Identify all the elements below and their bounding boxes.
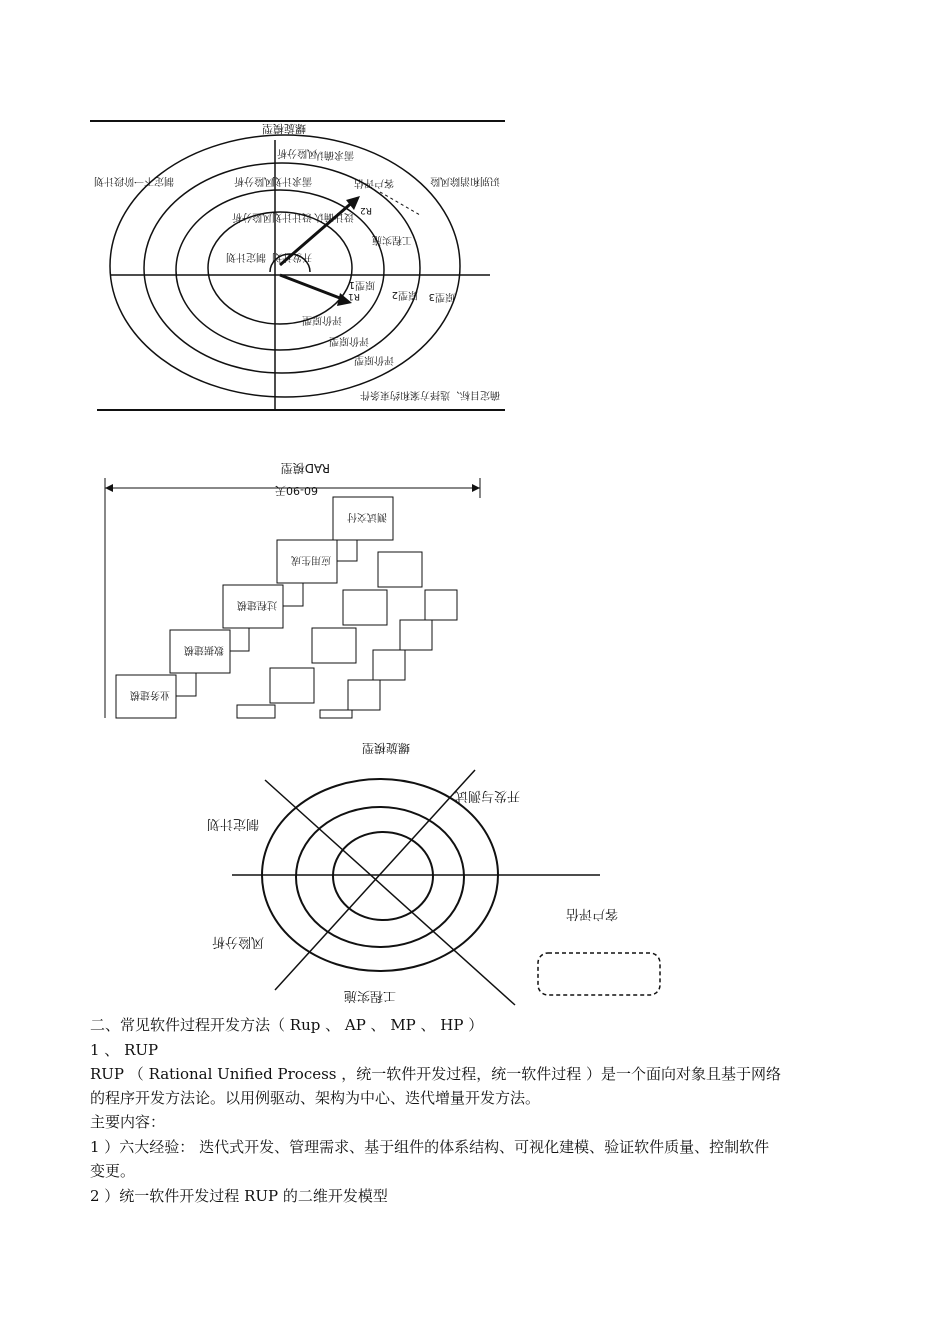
circle-label-2: 风险分析 <box>211 934 264 949</box>
spiral-label-0: 螺旋模型 <box>262 122 306 135</box>
rad-block-0: 业务建模 <box>130 689 170 700</box>
spiral-label-6: 设计计划 <box>272 211 312 222</box>
circle-label-4: 工程实施 <box>343 988 396 1003</box>
circle-label-0: 开发与测试 <box>454 788 520 803</box>
spiral-label-22: R2 <box>360 205 372 215</box>
main-content-label: 主要内容： <box>90 1113 166 1131</box>
rad-title: RAD模型 <box>280 461 330 475</box>
circle-model-figure <box>207 741 660 1005</box>
rad-block-4: 测试交付 <box>347 511 387 522</box>
spiral-label-14: 需求确认 <box>314 149 354 160</box>
rad-block-1: 数据建模 <box>184 644 224 655</box>
rad-duration: 60-90天 <box>275 484 318 497</box>
spiral-label-2: 风险分析 <box>234 175 274 186</box>
spiral-label-16: 客户评估 <box>354 177 394 188</box>
rad-block-2: 过程建模 <box>237 599 277 610</box>
rup-description-line2: 的程序开发方法论。以用例驱动、架构为中心、迭代增量开发方法。 <box>90 1089 541 1107</box>
point1-line2: 变更。 <box>90 1162 136 1180</box>
point1-line1: 1 ）六大经验： 迭代式开发、管理需求、基于组件的体系结构、可视化建模、验证软件质量、控制软件 <box>90 1138 770 1156</box>
spiral-label-3: 风险分析 <box>232 211 272 222</box>
spiral-label-8: 原型1 <box>348 279 375 290</box>
spiral-label-9: 原型2 <box>391 289 418 300</box>
spiral-label-20: 识别和消除风险 <box>430 175 500 186</box>
spiral-label-21: R1 <box>348 291 360 301</box>
spiral-label-10: 原型3 <box>428 291 455 302</box>
circle-label-1: 制定计划 <box>206 816 259 831</box>
spiral-label-17: 工程实施 <box>372 234 412 245</box>
spiral-label-7: 开发计划 <box>272 251 312 262</box>
spiral-label-13: 评价原型 <box>354 354 394 365</box>
spiral-label-11: 评价原型 <box>302 314 342 325</box>
point2-text: 2 ）统一软件开发过程 RUP 的二维开发模型 <box>90 1187 388 1205</box>
item-rup-title: 1 、 RUP <box>90 1041 159 1059</box>
circle-title: 螺旋模型 <box>361 741 410 755</box>
spiral-label-19: 确定目标、选择方案和约束条件 <box>360 389 500 400</box>
rad-block-3: 应用生成 <box>291 554 331 565</box>
spiral-label-5: 需求计划 <box>272 175 312 186</box>
circle-label-3: 客户评估 <box>565 906 618 921</box>
rad-model-figure <box>105 461 480 718</box>
spiral-label-4: 制定计划 <box>226 251 266 262</box>
section-heading: 二、常见软件过程开发方法（ Rup 、 AP 、 MP 、 HP ） <box>90 1016 484 1034</box>
spiral-model-figure <box>90 121 505 410</box>
spiral-label-12: 评价原型 <box>329 335 369 346</box>
spiral-label-1: 风险分析 <box>277 147 317 158</box>
rup-description-line1: RUP （ Rational Unified Process ，统一软件开发过程，统一软件过程 ）是一个面向对象且基于网络 <box>90 1065 782 1083</box>
spiral-label-15: 设计确认 <box>314 211 354 222</box>
spiral-label-18: 制定下一阶段计划 <box>94 175 174 186</box>
